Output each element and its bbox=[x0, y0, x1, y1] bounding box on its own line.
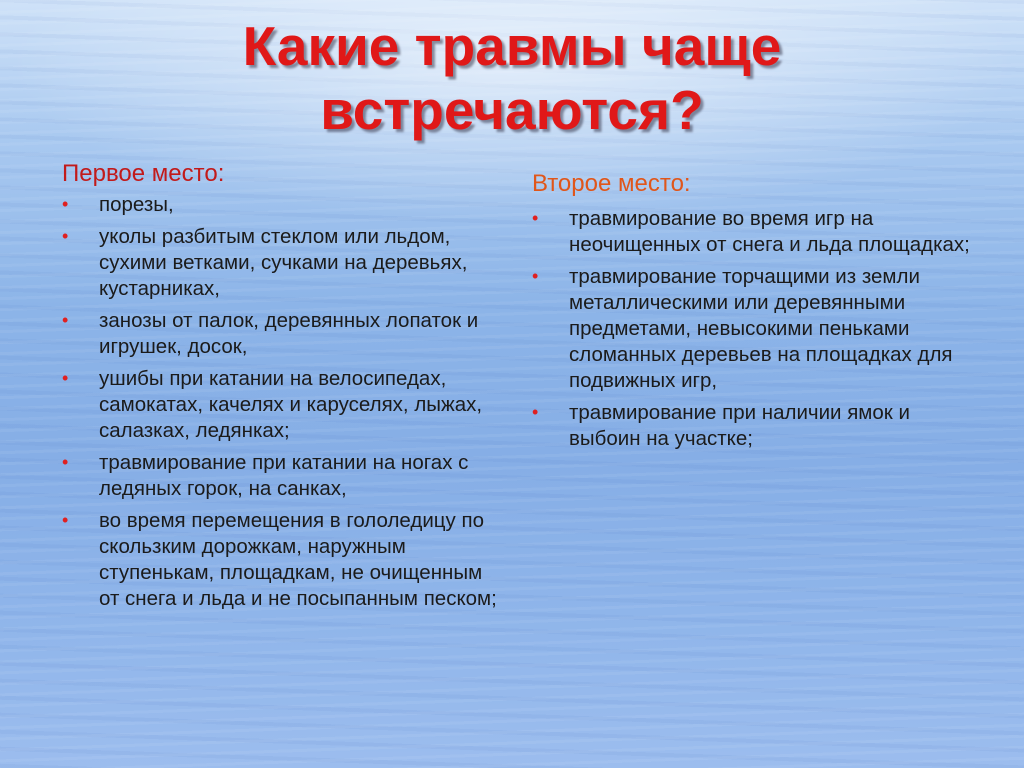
bullet-icon: • bbox=[62, 368, 69, 388]
list-item bbox=[532, 400, 972, 452]
bullet-icon: • bbox=[62, 226, 69, 246]
second-place-column bbox=[532, 168, 972, 458]
list-item bbox=[62, 308, 502, 360]
list-item bbox=[62, 450, 502, 502]
slide-title bbox=[0, 14, 1024, 142]
list-item bbox=[532, 206, 972, 258]
list-item-text: травмирование торчащими из земли металлическими или деревянными предметами, невысокими пеньками сломанных деревьев на площадках для подвижных игр, bbox=[569, 265, 953, 392]
bullet-icon: • bbox=[62, 452, 69, 472]
slide-title-line-2: встречаются? bbox=[320, 79, 704, 141]
slide-title-line-1: Какие травмы чаще bbox=[242, 15, 782, 77]
list-item-text: порезы, bbox=[99, 193, 174, 216]
list-item-text: травмирование во время игр на неочищенных от снега и льда площадках; bbox=[569, 207, 970, 256]
list-item-text: травмирование при катании на ногах с ледяных горок, на санках, bbox=[99, 451, 469, 500]
list-item-text: ушибы при катании на велосипедах, самокатах, качелях и каруселях, лыжах, салазках, ледянках; bbox=[99, 367, 483, 442]
second-place-list bbox=[532, 206, 972, 452]
bullet-icon: • bbox=[62, 310, 69, 330]
list-item-text: во время перемещения в гололедицу по скользким дорожкам, наружным ступенькам, площадкам, не очищенным от снега и льда и не посыпанным песком; bbox=[99, 509, 497, 610]
list-item bbox=[62, 224, 502, 302]
bullet-icon: • bbox=[62, 510, 69, 530]
list-item-text: уколы разбитым стеклом или льдом, сухими ветками, сучками на деревьях, кустарниках, bbox=[99, 225, 468, 300]
list-item bbox=[532, 264, 972, 394]
bullet-icon: • bbox=[532, 266, 539, 286]
first-place-list bbox=[62, 192, 502, 612]
second-place-heading: Второе место: bbox=[532, 170, 691, 197]
list-item-text: занозы от палок, деревянных лопаток и игрушек, досок, bbox=[99, 309, 479, 358]
bullet-icon: • bbox=[532, 208, 539, 228]
first-place-column bbox=[62, 158, 502, 618]
list-item bbox=[62, 192, 502, 218]
list-item bbox=[62, 508, 502, 612]
list-item bbox=[62, 366, 502, 444]
first-place-heading: Первое место: bbox=[62, 160, 225, 187]
bullet-icon: • bbox=[62, 194, 69, 214]
list-item-text: травмирование при наличии ямок и выбоин на участке; bbox=[569, 401, 910, 450]
bullet-icon: • bbox=[532, 402, 539, 422]
